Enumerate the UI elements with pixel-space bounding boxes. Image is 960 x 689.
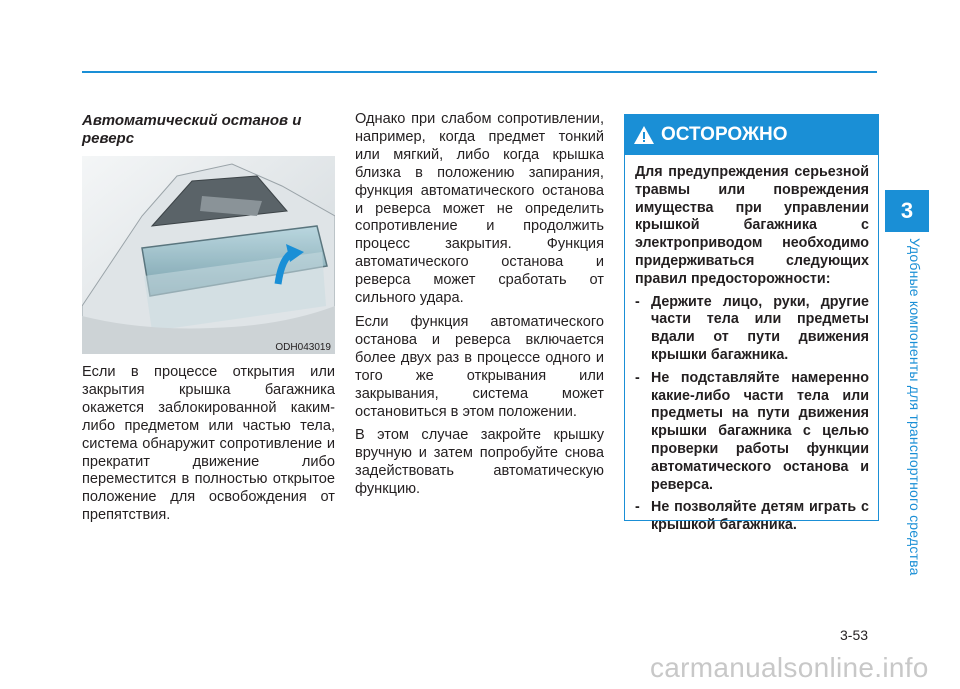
warning-header [625,115,878,155]
watermark: carmanualsonline.info [650,652,929,683]
header-rule [82,71,877,73]
trunk-lid-illustration [82,156,335,354]
chapter-tab[interactable]: 3 [885,190,929,232]
warning-title: ОСТОРОЖНО [661,124,788,145]
warning-list [635,294,869,535]
page-number: 3-53 [840,627,869,643]
section-heading: Автоматический останов и реверс [82,112,302,147]
warning-item: - Не подставляйте намеренно какие-либо части тела или предметы на пути движения крышки багажника с целью проверки работы функции автоматического останова и реверса. [635,370,869,495]
warning-box [624,114,879,534]
middle-paragraph-3: В этом случае закройте крышку вручную и затем попробуйте снова задействовать автоматическую функцию. [355,427,604,498]
warning-item: - Не позволяйте детям играть с крышкой багажника. [635,499,869,535]
warning-intro: Для предупреждения серьезной травмы или повреждения имущества при управлении крышкой багажника с электроприводом необходимо придерживаться следующих правил предосторожности: [635,164,869,287]
middle-column [355,111,604,505]
chapter-title: Удобные компоненты для транспортного средства [907,238,923,576]
warning-body [625,155,878,535]
warning-item: - Держите лицо, руки, другие части тела или предметы вдали от пути движения крышки багажника. [635,294,869,365]
left-column [82,364,335,531]
trunk-figure [82,156,335,354]
figure-code: ODH043019 [275,342,331,353]
warning-triangle-icon [633,125,655,145]
left-paragraph: Если в процессе открытия или закрытия крышка багажника окажется заблокированной каким-либо предметом или частью тела, система обнаружит сопротивление и прекратит движение либо переместится в полностью открытое положение для освобождения от препятствия. [82,364,335,524]
middle-paragraph-2: Если функция автоматического останова и реверса включается более двух раз в процессе одного и того же открывания или закрывания, система может остановиться в этом положении. [355,313,604,420]
middle-paragraph-1: Однако при слабом сопротивлении, например, когда предмет тонкий или мягкий, либо когда крышка близка в положению запирания, функция автоматического останова и реверса может не определить сопротивление и продолжить процесс закрытия. Функция автоматического останова и реверса может сработать от сильного удара. [355,111,604,307]
